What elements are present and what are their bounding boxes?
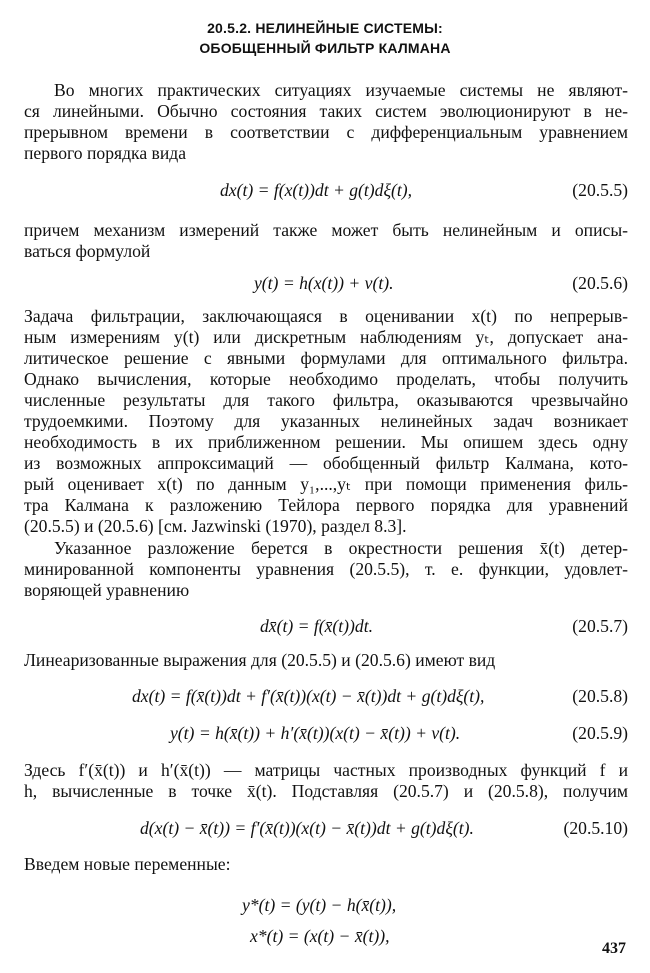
equation-formula: y(t) = h(x̄(t)) + h′(x̄(t))(x(t) − x̄(t)) + v(t). <box>170 723 461 743</box>
equation-20-5-10 <box>24 818 628 840</box>
equation-number: (20.5.8) <box>572 686 628 706</box>
equation-formula: dx(t) = f(x(t))dt + g(t)dξ(t), <box>220 180 412 200</box>
para4-line-3: воряющей уравнению <box>24 580 190 600</box>
para6-line-1: Здесь f′(x̄(t)) и h′(x̄(t)) — матрицы частных производных функций f и <box>24 760 628 780</box>
para4-line-2: минированной компоненты уравнения (20.5.5), т. е. функции, удовлет- <box>24 559 628 579</box>
equation-formula: dx̄(t) = f(x̄(t))dt. <box>260 616 373 636</box>
para5-line-1: Линеаризованные выражения для (20.5.5) и (20.5.6) имеют вид <box>24 650 496 670</box>
para3-line-7: необходимость в их приближенном решении. Мы опишем здесь одну <box>24 432 628 452</box>
para3-line-11: (20.5.5) и (20.5.6) [см. Jazwinski (1970), раздел 8.3]. <box>24 516 407 536</box>
equation-number: (20.5.7) <box>572 616 628 636</box>
para1-line-4: первого порядка вида <box>24 143 187 163</box>
para3-line-9: рый оценивает x(t) по данным y₁,...,yₜ при помощи применения филь- <box>24 474 628 494</box>
equation-x-star <box>24 926 628 948</box>
para2-line-2: ваться формулой <box>24 241 151 261</box>
equation-formula: x*(t) = (x(t) − x̄(t)), <box>250 926 390 946</box>
para3-line-2: ным измерениям y(t) или дискретным наблюдениям yₜ, допускает ана- <box>24 327 628 347</box>
equation-20-5-6 <box>24 273 628 295</box>
equation-formula: dx(t) = f(x̄(t))dt + f′(x̄(t))(x(t) − x̄(t))dt + g(t)dξ(t), <box>132 686 485 706</box>
equation-y-star <box>24 895 628 917</box>
page-number: 437 <box>602 940 626 957</box>
para3-line-3: литическое решение с явными формулами для оптимального фильтра. <box>24 348 628 368</box>
para3-line-10: тра Калмана к разложению Тейлора первого порядка для уравнений <box>24 495 628 515</box>
para3-line-5: численные результаты для такого фильтра, оказываются чрезвычайно <box>24 390 628 410</box>
section-title-line-2: ОБОБЩЕННЫЙ ФИЛЬТР КАЛМАНА <box>199 40 451 56</box>
para7-line-1: Введем новые переменные: <box>24 854 231 874</box>
para6-line-2: h, вычисленные в точке x̄(t). Подставляя (20.5.7) и (20.5.8), получим <box>24 781 628 801</box>
para1-line-3: прерывном времени в соответствии с дифференциальным уравнением <box>24 122 628 142</box>
equation-20-5-5 <box>24 180 628 202</box>
section-title-line-1: 20.5.2. НЕЛИНЕЙНЫЕ СИСТЕМЫ: <box>207 20 443 36</box>
equation-formula: y(t) = h(x(t)) + v(t). <box>254 273 394 293</box>
equation-formula: d(x(t) − x̄(t)) = f′(x̄(t))(x(t) − x̄(t))dt + g(t)dξ(t). <box>140 818 474 838</box>
equation-formula: y*(t) = (y(t) − h(x̄(t)), <box>242 895 397 915</box>
para4-line-1: Указанное разложение берется в окрестности решения x̄(t) детер- <box>54 538 628 558</box>
para3-line-4: Однако вычисления, которые необходимо проделать, чтобы получить <box>24 369 628 389</box>
para2-line-1: причем механизм измерений также может быть нелинейным и описы- <box>24 220 628 240</box>
equation-20-5-8 <box>24 686 628 708</box>
para1-line-2: ся линейными. Обычно состояния таких систем эволюционируют в не- <box>24 101 628 121</box>
equation-20-5-7 <box>24 616 628 638</box>
equation-20-5-9 <box>24 723 628 745</box>
equation-number: (20.5.9) <box>572 723 628 743</box>
equation-number: (20.5.5) <box>572 180 628 200</box>
equation-number: (20.5.6) <box>572 273 628 293</box>
para3-line-8: из возможных аппроксимаций — обобщенный фильтр Калмана, кото- <box>24 453 628 473</box>
para3-line-6: трудоемкими. Поэтому для указанных нелинейных задач возникает <box>24 411 628 431</box>
equation-number: (20.5.10) <box>563 818 628 838</box>
para1-line-1: Во многих практических ситуациях изучаемые системы не являют- <box>54 80 628 100</box>
para3-line-1: Задача фильтрации, заключающаяся в оценивании x(t) по непрерыв- <box>24 306 628 326</box>
